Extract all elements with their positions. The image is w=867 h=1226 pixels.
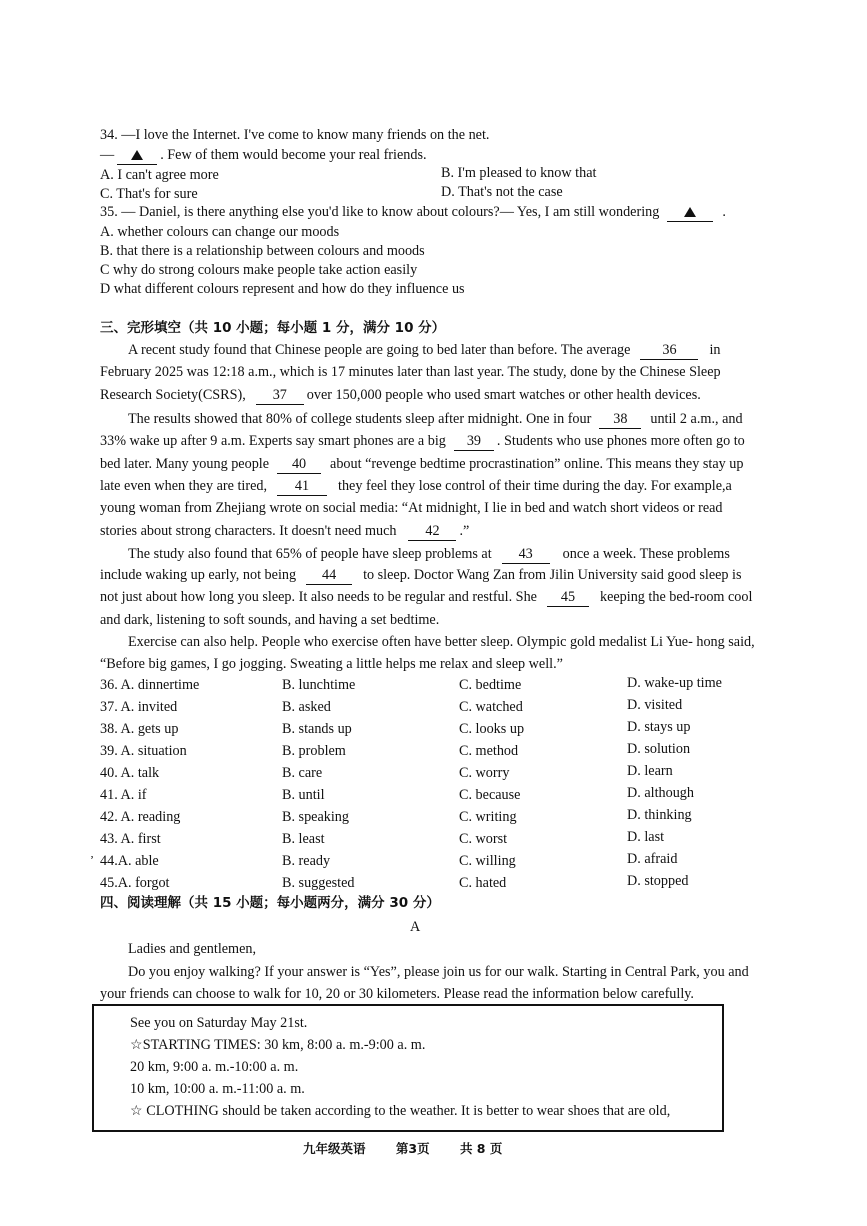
passage-line	[100, 432, 745, 451]
cloze-option: D. thinking	[627, 807, 692, 823]
cloze-option: C. method	[459, 743, 519, 759]
cloze-option: D. wake-up time	[627, 675, 722, 691]
q34-option-a: A. I can't agree more	[100, 167, 219, 183]
passage-text: to sleep. Doctor Wang Zan from Jilin University said good sleep is	[363, 567, 742, 583]
passage-line	[100, 522, 469, 541]
passage-text: . Students who use phones more often go to	[496, 433, 745, 449]
cloze-option: D. learn	[627, 763, 673, 779]
blank-36: 36	[640, 343, 698, 360]
reading-greeting: Ladies and gentlemen,	[128, 941, 257, 957]
notice-line: 10 km, 10:00 a. m.-11:00 a. m.	[130, 1081, 305, 1097]
reading-intro: your friends can choose to walk for 10, 20 or 30 kilometers. Please read the information below carefully.	[100, 986, 694, 1002]
triangle-icon	[684, 207, 696, 217]
passage-line: Exercise can also help. People who exercise often have better sleep. Olympic gold medalist Li Yue- hong said,	[128, 634, 755, 650]
passage-text: .”	[459, 523, 470, 539]
answer-blank	[667, 205, 713, 222]
q35-option-a: A. whether colours can change our moods	[100, 224, 340, 240]
cloze-option: 44.A. able	[100, 853, 159, 869]
cloze-option: B. ready	[282, 853, 331, 869]
passage-text: A recent study found that Chinese people are going to bed later than before. The average	[128, 342, 631, 358]
q34-reply-prefix: —	[100, 147, 115, 163]
blank-40: 40	[277, 457, 321, 474]
cloze-option: B. problem	[282, 743, 346, 759]
margin-mark: ʼ	[90, 853, 94, 867]
passage-text: over 150,000 people who used smart watches or other health devices.	[306, 387, 701, 403]
passage-line: and dark, listening to soft sounds, and having a set bedtime.	[100, 612, 440, 628]
answer-blank	[117, 148, 157, 165]
q35-stem-text: 35. — Daniel, is there anything else you'd like to know about colours?— Yes, I am still wondering	[100, 204, 660, 220]
q35-option-b: B. that there is a relationship between colours and moods	[100, 243, 425, 259]
cloze-option: 45.A. forgot	[100, 875, 170, 891]
passage-line	[100, 566, 742, 585]
cloze-option: C. bedtime	[459, 677, 522, 693]
passage-line	[128, 341, 720, 360]
cloze-option: 40. A. talk	[100, 765, 160, 781]
cloze-option: D. stays up	[627, 719, 691, 735]
section4-heading: 四、阅读理解（共 15 小题；每小题两分，满分 30 分）	[100, 895, 440, 911]
passage-text: 33% wake up after 9 a.m. Experts say smart phones are a big	[100, 433, 446, 449]
q34-reply-rest: . Few of them would become your real friends.	[160, 147, 427, 163]
cloze-option: C. worry	[459, 765, 510, 781]
q34-option-b: B. I'm pleased to know that	[441, 165, 597, 181]
passage-text: not just about how long you sleep. It also needs to be regular and restful. She	[100, 589, 537, 605]
passage-text: late even when they are tired,	[100, 478, 268, 494]
blank-45: 45	[547, 590, 589, 607]
cloze-option: B. stands up	[282, 721, 352, 737]
passage-line	[100, 386, 701, 405]
footer-page: 第3页	[395, 1141, 430, 1156]
passage-text: once a week. These problems	[562, 546, 730, 562]
cloze-option: C. worst	[459, 831, 508, 847]
footer-total: 共 8 页	[459, 1141, 503, 1156]
passage-text: The results showed that 80% of college students sleep after midnight. One in four	[128, 411, 592, 427]
notice-line: ☆ CLOTHING should be taken according to the weather. It is better to wear shoes that are old,	[130, 1103, 671, 1119]
passage-text: The study also found that 65% of people have sleep problems at	[128, 546, 492, 562]
cloze-option: 36. A. dinnertime	[100, 677, 200, 693]
reading-intro: Do you enjoy walking? If your answer is “Yes”, please join us for our walk. Starting in Central Park, you and	[128, 964, 749, 980]
cloze-option: 42. A. reading	[100, 809, 181, 825]
passage-line	[100, 477, 732, 496]
passage-text: in	[709, 342, 721, 358]
cloze-option: 37. A. invited	[100, 699, 178, 715]
notice-line: 20 km, 9:00 a. m.-10:00 a. m.	[130, 1059, 299, 1075]
cloze-option: B. care	[282, 765, 323, 781]
cloze-option: D. stopped	[627, 873, 689, 889]
cloze-option: B. least	[282, 831, 325, 847]
q34-stem: 34. —I love the Internet. I've come to know many friends on the net.	[100, 127, 490, 143]
cloze-option: C. writing	[459, 809, 517, 825]
passage-line	[100, 588, 752, 607]
cloze-option: C. looks up	[459, 721, 525, 737]
q34-option-c: C. That's for sure	[100, 186, 198, 202]
q34-option-d: D. That's not the case	[441, 184, 563, 200]
blank-42: 42	[408, 524, 456, 541]
passage-line	[128, 410, 743, 429]
passage-text: Research Society(CSRS),	[100, 387, 246, 403]
cloze-option: D. although	[627, 785, 694, 801]
cloze-option: C. hated	[459, 875, 507, 891]
page-footer	[303, 1141, 502, 1157]
passage-line: young woman from Zhejiang wrote on social media: “At midnight, I lie in bed and watch short videos or read	[100, 500, 723, 516]
blank-44: 44	[306, 568, 352, 585]
passage-text: about “revenge bedtime procrastination” online. This means they stay up	[330, 456, 744, 472]
cloze-option: 38. A. gets up	[100, 721, 179, 737]
cloze-option: D. afraid	[627, 851, 678, 867]
blank-43: 43	[502, 547, 550, 564]
footer-subject: 九年级英语	[303, 1141, 366, 1156]
cloze-option: B. speaking	[282, 809, 349, 825]
passage-text: until 2 a.m., and	[650, 411, 743, 427]
cloze-option: D. last	[627, 829, 665, 845]
cloze-option: C. because	[459, 787, 521, 803]
cloze-option: D. visited	[627, 697, 683, 713]
blank-38: 38	[599, 412, 641, 429]
triangle-icon	[131, 150, 143, 160]
passage-label: A	[410, 919, 421, 935]
q34-reply	[100, 146, 427, 165]
cloze-option: 41. A. if	[100, 787, 147, 803]
cloze-option: B. until	[282, 787, 325, 803]
blank-39: 39	[454, 434, 494, 451]
cloze-option: C. willing	[459, 853, 516, 869]
cloze-option: C. watched	[459, 699, 523, 715]
section3-heading: 三、完形填空（共 10 小题；每小题 1 分，满分 10 分）	[100, 320, 446, 336]
passage-line	[128, 545, 730, 564]
passage-line: “Before big games, I go jogging. Sweating a little helps me relax and sleep well.”	[100, 656, 563, 672]
q35-option-c: C why do strong colours make people take action easily	[100, 262, 418, 278]
blank-37: 37	[256, 388, 304, 405]
passage-text: bed later. Many young people	[100, 456, 270, 472]
passage-text: they feel they lose control of their time during the day. For example,a	[338, 478, 732, 494]
passage-line: February 2025 was 12:18 a.m., which is 17 minutes later than last year. The study, done by the Chinese Sleep	[100, 364, 721, 380]
cloze-option: B. asked	[282, 699, 331, 715]
blank-41: 41	[277, 479, 327, 496]
q35-option-d: D what different colours represent and how do they influence us	[100, 281, 465, 297]
cloze-option: D. solution	[627, 741, 691, 757]
cloze-option: B. suggested	[282, 875, 355, 891]
passage-text: stories about strong characters. It doesn't need much	[100, 523, 397, 539]
cloze-option: 39. A. situation	[100, 743, 187, 759]
cloze-option: 43. A. first	[100, 831, 161, 847]
notice-line: ☆STARTING TIMES: 30 km, 8:00 a. m.-9:00 a. m.	[130, 1037, 426, 1053]
notice-line: See you on Saturday May 21st.	[130, 1015, 308, 1031]
passage-text: keeping the bed-room cool	[599, 589, 753, 605]
q35-stem	[100, 203, 726, 222]
q35-end: .	[722, 204, 726, 220]
cloze-option: B. lunchtime	[282, 677, 356, 693]
passage-line	[100, 455, 743, 474]
passage-text: include waking up early, not being	[100, 567, 297, 583]
notice-box	[92, 1004, 724, 1132]
